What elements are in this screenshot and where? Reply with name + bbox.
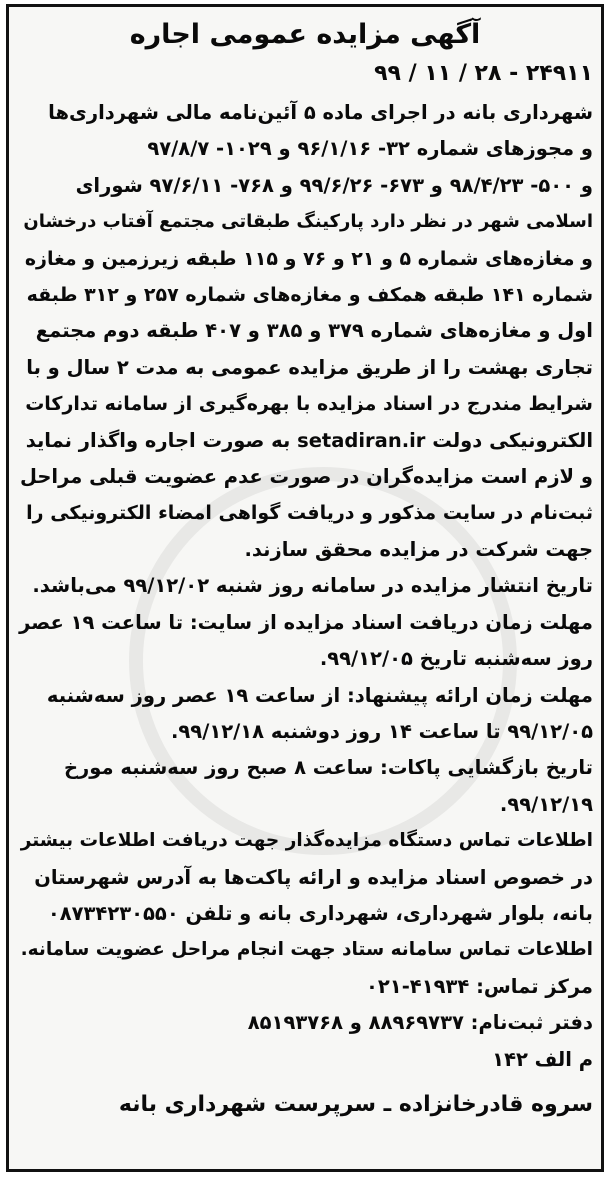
body-line: تجاری بهشت را از طریق مزایده عمومی به مدت ۲ سال و با <box>26 355 593 379</box>
call-center-line: مرکز تماس: ۴۱۹۳۴-۰۲۱ <box>365 974 593 998</box>
notice-title: آگهی مزایده عمومی اجاره <box>129 19 481 50</box>
registration-office-line: دفتر ثبت‌نام: ۸۸۹۶۹۷۳۷ و ۸۵۱۹۳۷۶۸ <box>247 1011 593 1035</box>
notice-reference-number: ۲۴۹۱۱ - ۲۸ / ۱۱ / ۹۹ <box>374 61 593 86</box>
body-line: اسلامی شهر در نظر دارد پارکینگ طبقاتی مجتمع آفتاب درخشان <box>23 211 593 233</box>
body-line: اول و مغازه‌های شماره ۳۷۹ و ۳۸۵ و ۴۰۷ طبقه دوم مجتمع <box>35 319 593 343</box>
publish-date-line: تاریخ انتشار مزایده در سامانه روز شنبه ۹۹/۱۲/۰۲ می‌باشد. <box>32 574 593 598</box>
body-line: الکترونیکی دولت setadiran.ir به صورت اجاره واگذار نماید <box>25 428 593 452</box>
body-line: شماره ۱۴۱ طبقه همکف و مغازه‌های شماره ۲۵۷ و ۳۱۲ طبقه <box>26 284 593 307</box>
contact-info-line: در خصوص اسناد مزایده و ارائه پاکت‌ها به آدرس شهرستان <box>34 865 593 889</box>
notice-code-line: م الف ۱۴۲ <box>492 1047 593 1071</box>
setad-contact-line: اطلاعات تماس سامانه ستاد جهت انجام مراحل عضویت سامانه. <box>20 939 593 961</box>
document-deadline-line: مهلت زمان دریافت اسناد مزایده از سایت: تا ساعت ۱۹ عصر <box>19 610 593 634</box>
contact-info-line: اطلاعات تماس دستگاه مزایده‌گذار جهت دریافت اطلاعات بیشتر <box>20 830 593 852</box>
signature: سروه قادرخانزاده ـ سرپرست شهرداری بانه <box>118 1091 593 1117</box>
document-deadline-line: روز سه‌شنبه تاریخ ۹۹/۱۲/۰۵. <box>319 647 593 671</box>
bid-submission-line: ۹۹/۱۲/۰۵ تا ساعت ۱۴ روز دوشنبه ۹۹/۱۲/۱۸. <box>170 719 593 743</box>
notice-frame <box>6 4 604 1172</box>
opening-date-line: تاریخ بازگشایی پاکات: ساعت ۸ صبح روز سه‌شنبه مورخ <box>64 756 593 780</box>
body-line: و مغازه‌های شماره ۵ و ۲۱ و ۷۶ و ۱۱۵ طبقه زیرزمین و مغازه <box>24 247 593 270</box>
body-line: جهت شرکت در مزایده محقق سازند. <box>244 537 593 561</box>
notice-document <box>17 13 593 1163</box>
body-line: شهرداری بانه در اجرای ماده ۵ آئین‌نامه مالی شهرداری‌ها <box>48 101 593 124</box>
body-line: شرایط مندرج در اسناد مزایده با بهره‌گیری از سامانه تدارکات <box>25 393 593 416</box>
body-line: و مجوزهای شماره ۳۲- ۹۶/۱/۱۶ و ۱۰۲۹- ۹۷/۸/۷ <box>147 137 593 161</box>
notice-body <box>17 95 593 1078</box>
contact-info-line: بانه، بلوار شهرداری، شهرداری بانه و تلفن ۰۸۷۳۴۲۳۰۵۵۰ <box>47 901 593 925</box>
bid-submission-line: مهلت زمان ارائه پیشنهاد: از ساعت ۱۹ عصر روز سه‌شنبه <box>46 683 593 707</box>
body-line: ثبت‌نام در سایت مذکور و دریافت گواهی امضاء الکترونیکی را <box>26 502 593 525</box>
opening-date-line: ۹۹/۱۲/۱۹. <box>499 792 593 816</box>
body-line: و لازم است مزایده‌گران در صورت عدم عضویت قبلی مراحل <box>19 465 593 489</box>
body-line: و ۵۰۰- ۹۸/۴/۲۳ و ۶۷۳- ۹۹/۶/۲۶ و ۷۶۸- ۹۷/۶/۱۱ شورای <box>75 173 593 197</box>
